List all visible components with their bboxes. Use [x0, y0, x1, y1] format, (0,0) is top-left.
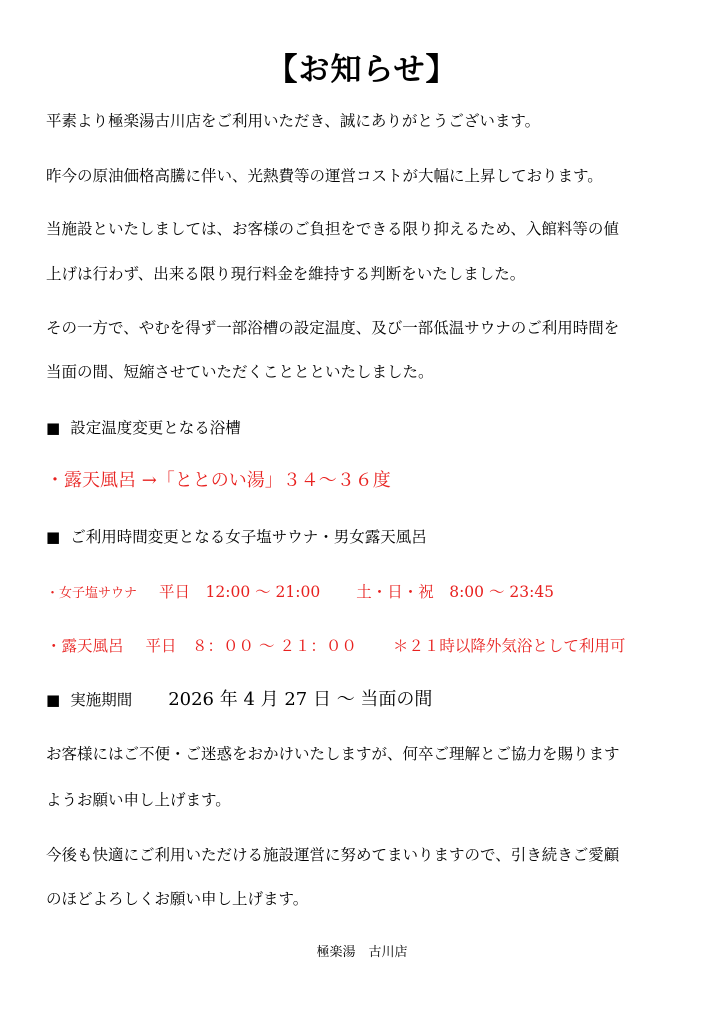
section-period: [46, 690, 432, 710]
paragraph-greeting: 平素より極楽湯古川店をご利用いただき、誠にありがとうございます。: [46, 112, 541, 130]
sauna-weekday-hours: 平日 12:00 〜 21:00: [159, 583, 321, 601]
outdoor-bath-label: ・露天風呂: [46, 637, 124, 655]
hours-row-outdoor-bath: [46, 636, 625, 656]
paragraph-cost-increase: 昨今の原油価格高騰に伴い、光熱費等の運営コストが大幅に上昇しております。: [46, 167, 603, 185]
section-temp-heading-text: 設定温度変更となる浴槽: [70, 419, 241, 437]
square-bullet-icon: ■: [46, 419, 61, 437]
sauna-weekend-hours: 土・日・祝 8:00 〜 23:45: [356, 583, 555, 601]
paragraph-policy-line2: 上げは行わず、出来る限り現行料金を維持する判断をいたしました。: [46, 265, 526, 283]
section-period-value: 2026 年 4 月 27 日 〜 当面の間: [168, 689, 433, 710]
section-temp-heading: [46, 418, 241, 438]
paragraph-change-line2: 当面の間、短縮させていただくこととといたしました。: [46, 363, 434, 381]
section-hours-heading-text: ご利用時間変更となる女子塩サウナ・男女露天風呂: [70, 528, 427, 546]
closing-thanks-line1: 今後も快適にご利用いただける施設運営に努めてまいりますので、引き続きご愛顧: [46, 846, 620, 864]
section-period-heading: 実施期間: [70, 691, 133, 709]
paragraph-change-line1: その一方で、やむを得ず一部浴槽の設定温度、及び一部低温サウナのご利用時間を: [46, 319, 620, 337]
square-bullet-icon: ■: [46, 528, 61, 546]
square-bullet-icon: ■: [46, 691, 61, 709]
paragraph-policy-line1: 当施設といたしましては、お客様のご負担をできる限り抑えるため、入館料等の値: [46, 220, 619, 238]
closing-apology-line1: お客様にはご不便・ご迷惑をおかけいたしますが、何卒ご理解とご協力を賜ります: [46, 745, 620, 763]
notice-title: 【お知らせ】: [266, 52, 458, 88]
outdoor-bath-note: ＊２１時以降外気浴として利用可: [392, 637, 626, 655]
section-hours-heading: [46, 527, 427, 547]
sauna-label: ・女子塩サウナ: [46, 586, 138, 601]
store-signature: 極楽湯 古川店: [316, 945, 408, 960]
closing-thanks-line2: のほどよろしくお願い申し上げます。: [46, 890, 309, 908]
closing-apology-line2: ようお願い申し上げます。: [46, 791, 231, 809]
hours-row-sauna: [46, 582, 554, 604]
temp-change-item: ・露天風呂 →「ととのい湯」３４〜３６度: [46, 470, 391, 491]
outdoor-bath-weekday-hours: 平日 ８：００ 〜 ２１：００: [145, 637, 357, 655]
